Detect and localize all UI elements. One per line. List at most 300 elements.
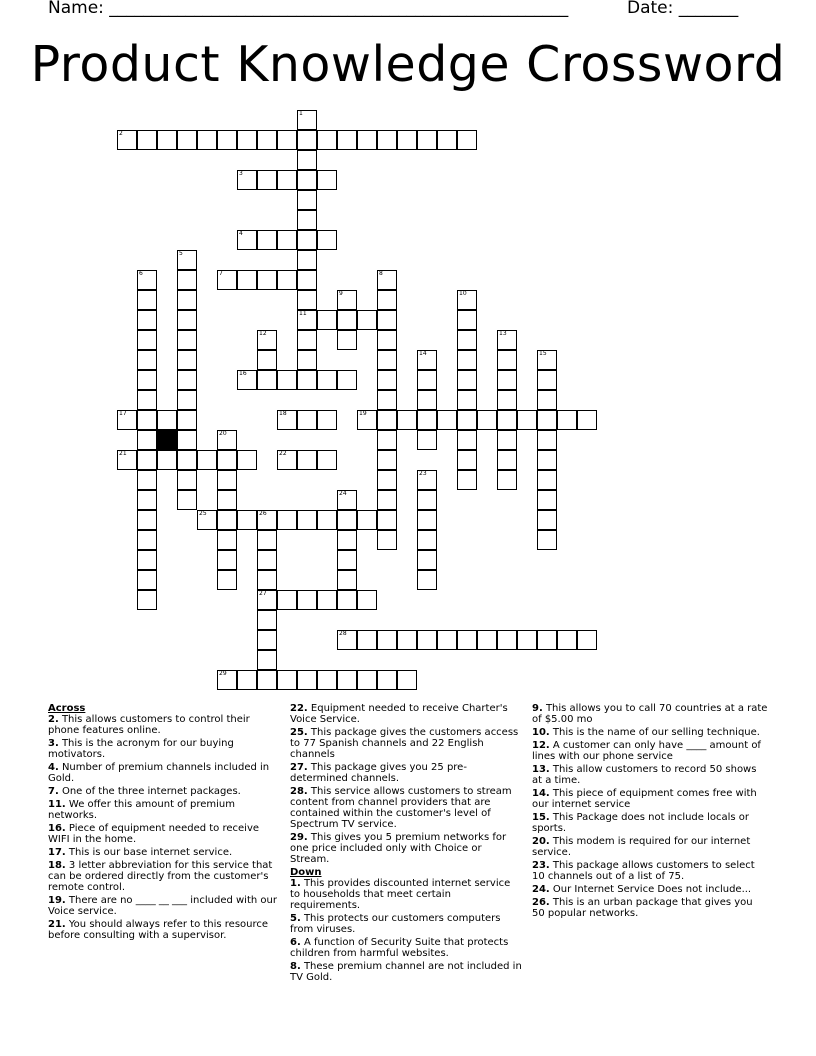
clue-item-number: 12. — [532, 740, 550, 751]
grid-cell[interactable] — [297, 230, 317, 250]
grid-cell[interactable] — [537, 450, 557, 470]
grid-cell[interactable] — [497, 330, 517, 350]
clue-item-text: This service allows customers to stream content from channel providers that are contained within the customer's level of Spectrum TV service. — [290, 786, 512, 830]
grid-cell[interactable] — [257, 510, 277, 530]
grid-cell[interactable] — [257, 570, 277, 590]
grid-cell[interactable] — [457, 630, 477, 650]
grid-cell[interactable] — [537, 430, 557, 450]
grid-cell[interactable] — [337, 370, 357, 390]
grid-cell[interactable] — [377, 270, 397, 290]
clue-item-number: 22. — [290, 703, 308, 714]
clue-item-text: This is an urban package that gives you 50 popular networks. — [532, 897, 753, 919]
grid-cell[interactable] — [137, 130, 157, 150]
grid-cell[interactable] — [277, 590, 297, 610]
page-title: Product Knowledge Crossword — [30, 36, 786, 93]
grid-cell[interactable] — [497, 470, 517, 490]
grid-cell[interactable] — [497, 350, 517, 370]
grid-cell[interactable] — [297, 250, 317, 270]
grid-cell[interactable] — [217, 470, 237, 490]
grid-cell[interactable] — [557, 410, 577, 430]
clue-number: 20 — [219, 430, 227, 437]
grid-cell[interactable] — [237, 370, 257, 390]
grid-cell[interactable] — [437, 630, 457, 650]
grid-cell[interactable] — [257, 550, 277, 570]
grid-cell[interactable] — [497, 410, 517, 430]
grid-cell[interactable] — [137, 550, 157, 570]
grid-cell[interactable] — [257, 130, 277, 150]
grid-cell[interactable] — [297, 670, 317, 690]
clue-section-heading: Across — [48, 703, 86, 714]
grid-cell[interactable] — [297, 590, 317, 610]
grid-cell[interactable] — [277, 370, 297, 390]
grid-cell[interactable] — [117, 410, 137, 430]
clue-number: 8 — [379, 270, 383, 277]
grid-cell[interactable] — [177, 290, 197, 310]
clue-item-text: This Package does not include locals or sports. — [532, 812, 750, 834]
grid-cell[interactable] — [257, 670, 277, 690]
grid-cell[interactable] — [457, 130, 477, 150]
grid-cell[interactable] — [257, 590, 277, 610]
grid-cell[interactable] — [317, 590, 337, 610]
clue-item-text: This is the acronym for our buying motivators. — [48, 738, 234, 760]
clue-item-number: 6. — [290, 937, 301, 948]
clue-item-number: 20. — [532, 836, 550, 847]
grid-cell[interactable] — [477, 410, 497, 430]
clue-number: 29 — [219, 670, 227, 677]
grid-cell[interactable] — [197, 510, 217, 530]
grid-cell[interactable] — [417, 510, 437, 530]
grid-cell[interactable] — [337, 330, 357, 350]
grid-cell[interactable] — [337, 550, 357, 570]
grid-cell[interactable] — [497, 370, 517, 390]
grid-cell[interactable] — [457, 430, 477, 450]
grid-cell[interactable] — [457, 370, 477, 390]
grid-cell[interactable] — [237, 510, 257, 530]
grid-cell[interactable] — [197, 450, 217, 470]
clue-item-text: You should always refer to this resource before consulting with a supervisor. — [48, 919, 269, 941]
grid-cell[interactable] — [357, 670, 377, 690]
clue-item — [48, 738, 278, 760]
clue-item — [290, 961, 522, 983]
clue-item-text: This allow customers to record 50 shows at a time. — [532, 764, 757, 786]
grid-cell[interactable] — [417, 370, 437, 390]
grid-cell[interactable] — [177, 430, 197, 450]
clue-item — [48, 823, 278, 845]
grid-cell[interactable] — [377, 530, 397, 550]
clue-item-number: 8. — [290, 961, 301, 972]
grid-cell[interactable] — [177, 410, 197, 430]
grid-cell[interactable] — [217, 570, 237, 590]
clue-number: 14 — [419, 350, 427, 357]
grid-cell[interactable] — [417, 410, 437, 430]
grid-cell[interactable] — [497, 390, 517, 410]
grid-cell[interactable] — [377, 450, 397, 470]
grid-cell[interactable] — [537, 350, 557, 370]
grid-cell[interactable] — [417, 550, 437, 570]
grid-cell[interactable] — [337, 130, 357, 150]
grid-cell[interactable] — [537, 410, 557, 430]
grid-cell[interactable] — [377, 370, 397, 390]
grid-cell[interactable] — [177, 450, 197, 470]
grid-cell[interactable] — [377, 410, 397, 430]
grid-cell[interactable] — [257, 350, 277, 370]
grid-cell[interactable] — [177, 130, 197, 150]
clue-item-number: 3. — [48, 738, 59, 749]
grid-cell[interactable] — [317, 310, 337, 330]
grid-cell[interactable] — [217, 270, 237, 290]
grid-cell[interactable] — [217, 530, 237, 550]
clue-item — [48, 895, 278, 917]
clue-item-number: 4. — [48, 762, 59, 773]
grid-cell[interactable] — [417, 470, 437, 490]
grid-cell[interactable] — [537, 490, 557, 510]
clue-item — [532, 764, 768, 786]
grid-cell[interactable] — [297, 270, 317, 290]
grid-cell[interactable] — [417, 390, 437, 410]
grid-cell[interactable] — [297, 190, 317, 210]
grid-cell[interactable] — [437, 410, 457, 430]
grid-cell[interactable] — [377, 310, 397, 330]
clue-number: 22 — [279, 450, 287, 457]
clue-number: 12 — [259, 330, 267, 337]
clue-item — [532, 897, 768, 919]
clue-item — [532, 884, 768, 895]
grid-cell[interactable] — [277, 670, 297, 690]
grid-cell[interactable] — [457, 290, 477, 310]
clue-item — [532, 740, 768, 762]
grid-cell[interactable] — [417, 130, 437, 150]
clue-number: 2 — [119, 130, 123, 137]
clue-item-number: 15. — [532, 812, 550, 823]
grid-cell[interactable] — [237, 130, 257, 150]
grid-cell[interactable] — [177, 370, 197, 390]
grid-cell[interactable] — [357, 310, 377, 330]
grid-cell[interactable] — [177, 250, 197, 270]
grid-cell[interactable] — [157, 450, 177, 470]
clue-number: 18 — [279, 410, 287, 417]
grid-cell[interactable] — [117, 130, 137, 150]
clue-item-number: 5. — [290, 913, 301, 924]
grid-cell[interactable] — [137, 530, 157, 550]
grid-cell[interactable] — [537, 510, 557, 530]
grid-cell[interactable] — [437, 130, 457, 150]
grid-cell[interactable] — [297, 130, 317, 150]
grid-cell[interactable] — [377, 510, 397, 530]
grid-cell[interactable] — [217, 670, 237, 690]
clue-item-number: 16. — [48, 823, 66, 834]
clue-number: 28 — [339, 630, 347, 637]
clue-item-text: This is our base internet service. — [65, 847, 233, 858]
clue-item — [48, 847, 278, 858]
grid-cell[interactable] — [297, 210, 317, 230]
clue-item-text: This allows customers to control their phone features online. — [48, 714, 250, 736]
grid-cell[interactable] — [297, 170, 317, 190]
clue-item-text: Number of premium channels included in Gold. — [48, 762, 270, 784]
grid-cell[interactable] — [457, 350, 477, 370]
grid-cell[interactable] — [377, 470, 397, 490]
grid-cell[interactable] — [177, 470, 197, 490]
clue-item-number: 13. — [532, 764, 550, 775]
grid-cell[interactable] — [297, 450, 317, 470]
grid-cell[interactable] — [257, 170, 277, 190]
clue-item — [290, 913, 522, 935]
clue-item-number: 27. — [290, 762, 308, 773]
clue-item-text: Our Internet Service Does not include... — [549, 884, 752, 895]
grid-cell[interactable] — [137, 270, 157, 290]
grid-cell[interactable] — [257, 330, 277, 350]
grid-cell[interactable] — [517, 630, 537, 650]
clue-item-number: 29. — [290, 832, 308, 843]
grid-cell[interactable] — [457, 450, 477, 470]
grid-cell[interactable] — [137, 490, 157, 510]
clue-item-number: 26. — [532, 897, 550, 908]
clue-item-number: 28. — [290, 786, 308, 797]
grid-cell[interactable] — [397, 410, 417, 430]
clue-item — [290, 832, 522, 865]
grid-cell[interactable] — [477, 630, 497, 650]
clue-item-text: 3 letter abbreviation for this service that can be ordered directly from the customer's remote control. — [48, 860, 273, 893]
grid-cell[interactable] — [177, 310, 197, 330]
grid-cell[interactable] — [317, 510, 337, 530]
grid-cell[interactable] — [157, 410, 177, 430]
clue-item — [48, 714, 278, 736]
grid-cell[interactable] — [377, 430, 397, 450]
grid-cell[interactable] — [137, 590, 157, 610]
grid-cell[interactable] — [357, 510, 377, 530]
grid-cell[interactable] — [137, 290, 157, 310]
grid-cell[interactable] — [297, 310, 317, 330]
grid-cell[interactable] — [377, 390, 397, 410]
grid-cell[interactable] — [297, 370, 317, 390]
grid-cell[interactable] — [357, 130, 377, 150]
grid-cell[interactable] — [337, 530, 357, 550]
grid-cell[interactable] — [117, 450, 137, 470]
grid-cell[interactable] — [537, 470, 557, 490]
grid-cell[interactable] — [337, 490, 357, 510]
grid-cell[interactable] — [357, 590, 377, 610]
clue-number: 1 — [299, 110, 303, 117]
grid-cell[interactable] — [417, 630, 437, 650]
grid-cell[interactable] — [317, 170, 337, 190]
grid-cell[interactable] — [177, 330, 197, 350]
grid-cell[interactable] — [317, 370, 337, 390]
grid-cell[interactable] — [137, 570, 157, 590]
clue-item-number: 17. — [48, 847, 66, 858]
clue-item — [532, 788, 768, 810]
clue-item-text: We offer this amount of premium networks. — [48, 799, 235, 821]
grid-cell[interactable] — [297, 330, 317, 350]
grid-cell[interactable] — [297, 290, 317, 310]
grid-cell[interactable] — [297, 110, 317, 130]
clue-item-number: 18. — [48, 860, 66, 871]
grid-cell[interactable] — [377, 670, 397, 690]
grid-cell[interactable] — [417, 570, 437, 590]
name-field-label: Name: ______________________________________________________ — [48, 0, 569, 18]
grid-cell[interactable] — [337, 290, 357, 310]
grid-cell[interactable] — [257, 370, 277, 390]
grid-cell[interactable] — [277, 450, 297, 470]
grid-cell[interactable] — [337, 310, 357, 330]
grid-cell[interactable] — [177, 270, 197, 290]
grid-cell[interactable] — [417, 430, 437, 450]
grid-cell[interactable] — [337, 670, 357, 690]
grid-cell[interactable] — [517, 410, 537, 430]
grid-cell[interactable] — [237, 170, 257, 190]
grid-cell[interactable] — [577, 410, 597, 430]
grid-cell[interactable] — [457, 410, 477, 430]
grid-cell[interactable] — [557, 630, 577, 650]
grid-cell[interactable] — [137, 310, 157, 330]
grid-cell[interactable] — [197, 130, 217, 150]
grid-cell[interactable] — [277, 170, 297, 190]
grid-cell[interactable] — [237, 270, 257, 290]
clue-number: 7 — [219, 270, 223, 277]
clue-number: 15 — [539, 350, 547, 357]
grid-cell[interactable] — [397, 130, 417, 150]
grid-cell[interactable] — [177, 490, 197, 510]
clue-item — [532, 860, 768, 882]
grid-cell[interactable] — [357, 630, 377, 650]
grid-cell[interactable] — [257, 270, 277, 290]
grid-cell[interactable] — [457, 310, 477, 330]
grid-cell[interactable] — [457, 330, 477, 350]
grid-cell[interactable] — [397, 630, 417, 650]
clue-item-text: A function of Security Suite that protects children from harmful websites. — [290, 937, 509, 959]
grid-cell[interactable] — [137, 510, 157, 530]
clue-item-number: 25. — [290, 727, 308, 738]
grid-cell[interactable] — [417, 350, 437, 370]
grid-cell[interactable] — [537, 530, 557, 550]
clue-number: 5 — [179, 250, 183, 257]
clue-number: 25 — [199, 510, 207, 517]
clue-item-text: This is the name of our selling technique. — [549, 727, 760, 738]
grid-cell[interactable] — [277, 510, 297, 530]
date-field-label: Date: _______ — [627, 0, 739, 18]
grid-cell[interactable] — [577, 630, 597, 650]
grid-cell[interactable] — [377, 290, 397, 310]
grid-cell[interactable] — [317, 130, 337, 150]
clue-item — [290, 762, 522, 784]
clue-number: 26 — [259, 510, 267, 517]
clue-number: 19 — [359, 410, 367, 417]
grid-cell[interactable] — [217, 450, 237, 470]
grid-cell[interactable] — [217, 510, 237, 530]
grid-cell[interactable] — [397, 670, 417, 690]
grid-cell[interactable] — [137, 390, 157, 410]
grid-cell[interactable] — [137, 450, 157, 470]
grid-cell[interactable] — [357, 410, 377, 430]
grid-cell[interactable] — [137, 350, 157, 370]
grid-cell[interactable] — [317, 670, 337, 690]
grid-cell[interactable] — [537, 370, 557, 390]
grid-cell[interactable] — [417, 530, 437, 550]
grid-cell[interactable] — [257, 610, 277, 630]
grid-cell[interactable] — [277, 230, 297, 250]
grid-cell[interactable] — [297, 510, 317, 530]
grid-cell[interactable] — [137, 330, 157, 350]
grid-cell[interactable] — [497, 450, 517, 470]
grid-cell[interactable] — [217, 490, 237, 510]
clue-number: 16 — [239, 370, 247, 377]
grid-cell[interactable] — [537, 630, 557, 650]
clue-item-number: 19. — [48, 895, 66, 906]
clue-item-text: This modem is required for our internet service. — [532, 836, 751, 858]
clue-item — [48, 919, 278, 941]
grid-cell[interactable] — [497, 430, 517, 450]
grid-cell[interactable] — [377, 490, 397, 510]
grid-cell[interactable] — [457, 470, 477, 490]
grid-cell[interactable] — [297, 350, 317, 370]
clue-item-text: This gives you 5 premium networks for one price included only with Choice or Stream. — [290, 832, 507, 865]
clue-column-1 — [48, 703, 278, 943]
clue-item — [532, 836, 768, 858]
clue-item — [532, 727, 768, 738]
grid-cell[interactable] — [237, 450, 257, 470]
clue-item-number: 2. — [48, 714, 59, 725]
grid-cell[interactable] — [377, 330, 397, 350]
grid-cell[interactable] — [257, 230, 277, 250]
clue-item-text: A customer can only have ____ amount of lines with our phone service — [532, 740, 761, 762]
clue-item-text: This package allows customers to select 10 channels out of a list of 75. — [532, 860, 755, 882]
grid-cell[interactable] — [137, 410, 157, 430]
clue-item-number: 9. — [532, 703, 543, 714]
grid-cell[interactable] — [537, 390, 557, 410]
grid-cell[interactable] — [177, 350, 197, 370]
grid-cell[interactable] — [377, 130, 397, 150]
grid-cell[interactable] — [137, 370, 157, 390]
grid-cell[interactable] — [297, 410, 317, 430]
clue-number: 21 — [119, 450, 127, 457]
clue-item-number: 21. — [48, 919, 66, 930]
grid-cell[interactable] — [137, 430, 157, 450]
grid-cell[interactable] — [217, 130, 237, 150]
clue-item-text: This piece of equipment comes free with our internet service — [532, 788, 757, 810]
grid-cell[interactable] — [457, 390, 477, 410]
grid-cell[interactable] — [277, 130, 297, 150]
grid-cell[interactable] — [277, 270, 297, 290]
grid-cell[interactable] — [317, 230, 337, 250]
clue-item-number: 10. — [532, 727, 550, 738]
grid-cell[interactable] — [417, 490, 437, 510]
clue-number: 3 — [239, 170, 243, 177]
grid-cell[interactable] — [497, 630, 517, 650]
grid-cell[interactable] — [177, 390, 197, 410]
grid-cell[interactable] — [337, 510, 357, 530]
clue-item-text: One of the three internet packages. — [58, 786, 241, 797]
grid-cell[interactable] — [277, 410, 297, 430]
grid-cell[interactable] — [217, 430, 237, 450]
grid-cell[interactable] — [157, 130, 177, 150]
grid-cell[interactable] — [237, 670, 257, 690]
grid-cell[interactable] — [377, 350, 397, 370]
grid-cell[interactable] — [337, 570, 357, 590]
grid-cell[interactable] — [317, 450, 337, 470]
clue-item — [532, 703, 768, 725]
grid-cell[interactable] — [337, 590, 357, 610]
grid-cell[interactable] — [257, 630, 277, 650]
grid-cell[interactable] — [237, 230, 257, 250]
grid-cell[interactable] — [337, 630, 357, 650]
clue-item-text: This package gives the customers access to 77 Spanish channels and 22 English channels — [290, 727, 519, 760]
grid-cell[interactable] — [317, 410, 337, 430]
grid-cell[interactable] — [257, 530, 277, 550]
clue-item-text: Piece of equipment needed to receive WIFI in the home. — [48, 823, 260, 845]
grid-cell[interactable] — [257, 650, 277, 670]
grid-cell[interactable] — [137, 470, 157, 490]
grid-cell[interactable] — [377, 630, 397, 650]
grid-cell[interactable] — [297, 150, 317, 170]
grid-cell[interactable] — [217, 550, 237, 570]
